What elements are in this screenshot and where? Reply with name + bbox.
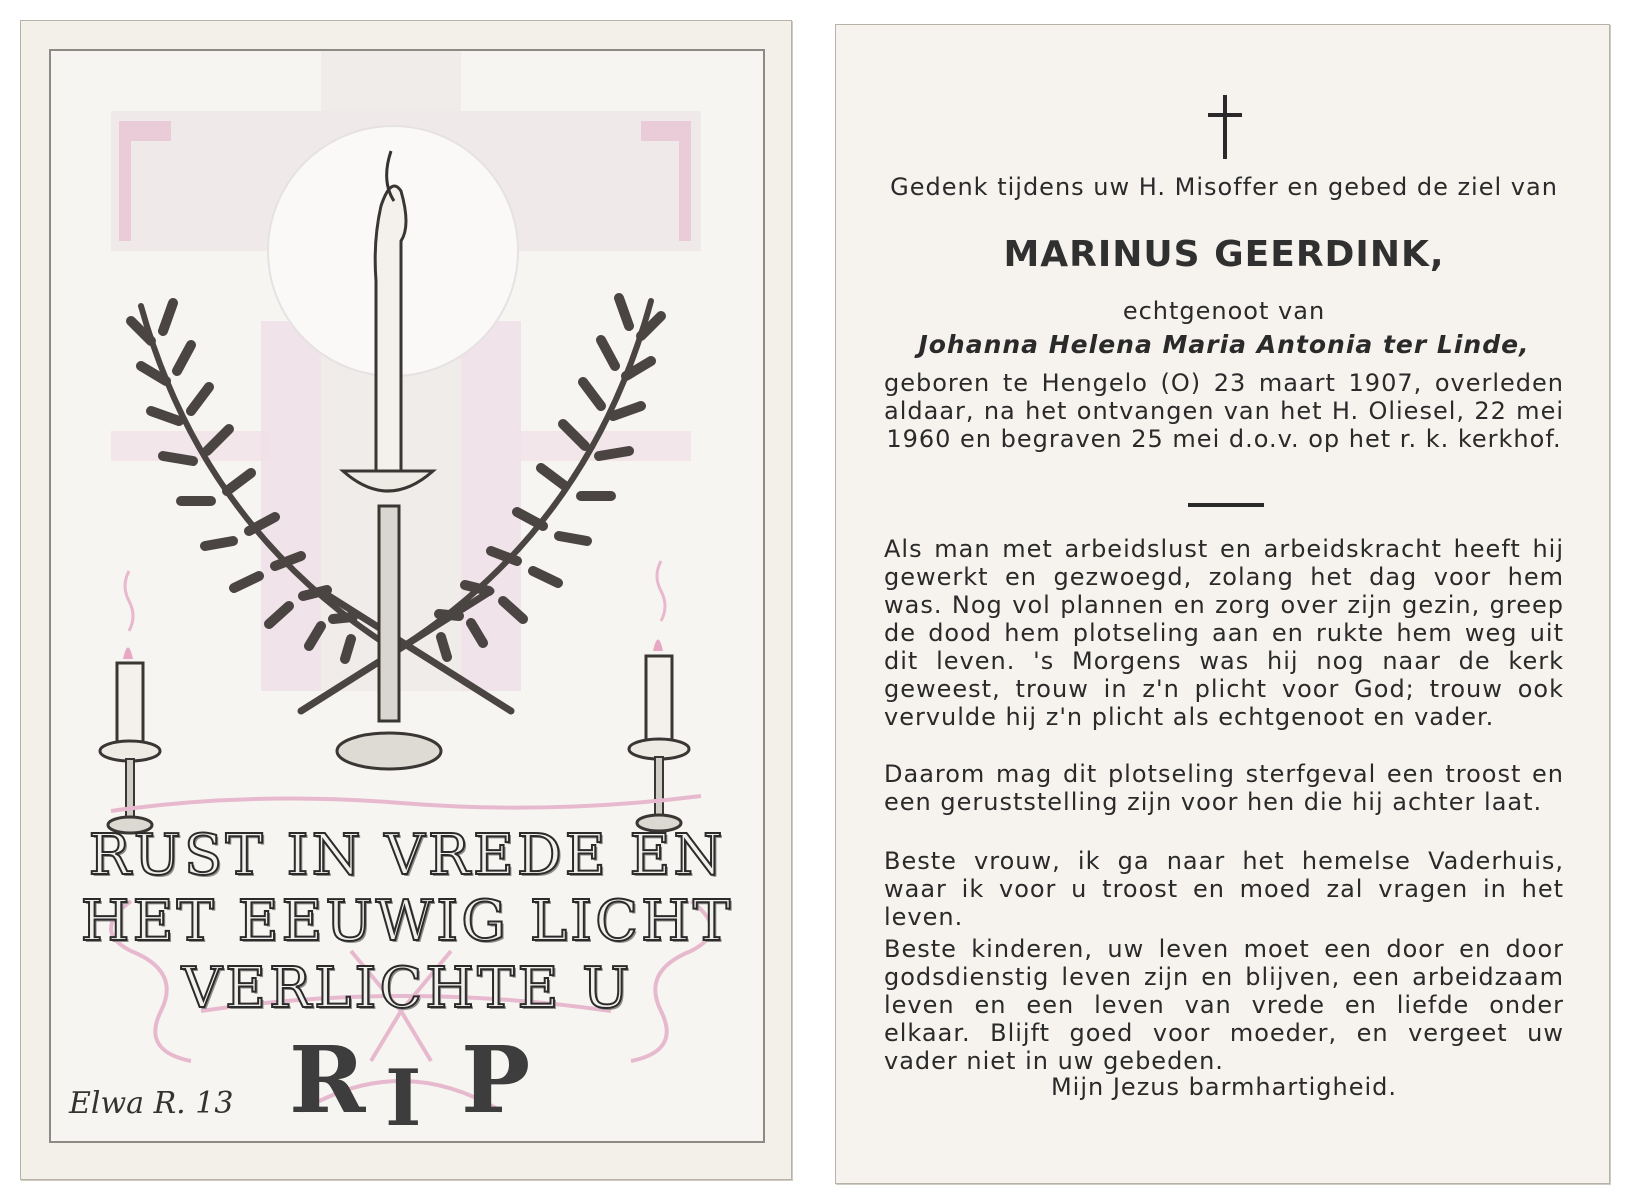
rip-letter-i: I [385, 1053, 422, 1144]
memorial-card-front [20, 20, 792, 1180]
divider [1188, 503, 1264, 507]
paragraph-2: Daarom mag dit plotseling sterfgeval een troost en een geruststelling zijn voor hen die hij achter laat. [884, 760, 1564, 816]
rip-letter-r: R [289, 1026, 366, 1134]
verse-line-3: VERLICHTE U [181, 956, 633, 1021]
closing-prayer: Mijn Jezus barmhartigheid. [1050, 1073, 1398, 1101]
verse-line-2: HET EEUWIG LICHT [80, 889, 734, 954]
illustration-frame [49, 49, 765, 1143]
rip-letter-p: P [461, 1026, 531, 1134]
publisher-mark: Elwa R. 13 [69, 1086, 234, 1121]
memorial-card-back [835, 24, 1610, 1184]
birth-death-details: geboren te Hengelo (O) 23 maart 1907, overleden aldaar, na het ontvangen van het H. Oliesel, 22 mei 1960 en begraven 25 mei d.o.v. op het r. k. kerkhof. [884, 369, 1564, 453]
paragraph-4: Beste kinderen, uw leven moet een door en door godsdienstig leven zijn en blijven, een arbeidzaam leven en een leven van vrede en liefde onder elkaar. Blijft goed voor moeder, en vergeet uw vader niet in uw gebeden. [884, 935, 1564, 1075]
intro-text: Gedenk tijdens uw H. Misoffer en gebed de ziel van [890, 173, 1558, 201]
spouse-label: echtgenoot van [1122, 297, 1326, 325]
paragraph-3: Beste vrouw, ik ga naar het hemelse Vaderhuis, waar ik voor u troost en moed zal vragen in het leven. [884, 847, 1564, 931]
cross-icon [1208, 95, 1242, 159]
deceased-name: MARINUS GEERDINK, [1003, 234, 1445, 275]
paragraph-1: Als man met arbeidslust en arbeidskracht heeft hij gewerkt en gezwoegd, zolang het dag voor hem was. Nog vol plannen en zorg over zijn gezin, greep de dood hem plotseling aan en rukte hem weg uit dit leven. 's Morgens was hij nog naar de kerk geweest, trouw in z'n plicht voor God; trouw ook vervulde hij z'n plicht als echtgenoot en vader. [884, 535, 1564, 731]
spouse-name: Johanna Helena Maria Antonia ter Linde, [918, 330, 1530, 359]
verse-line-1: RUST IN VREDE EN [88, 823, 726, 888]
